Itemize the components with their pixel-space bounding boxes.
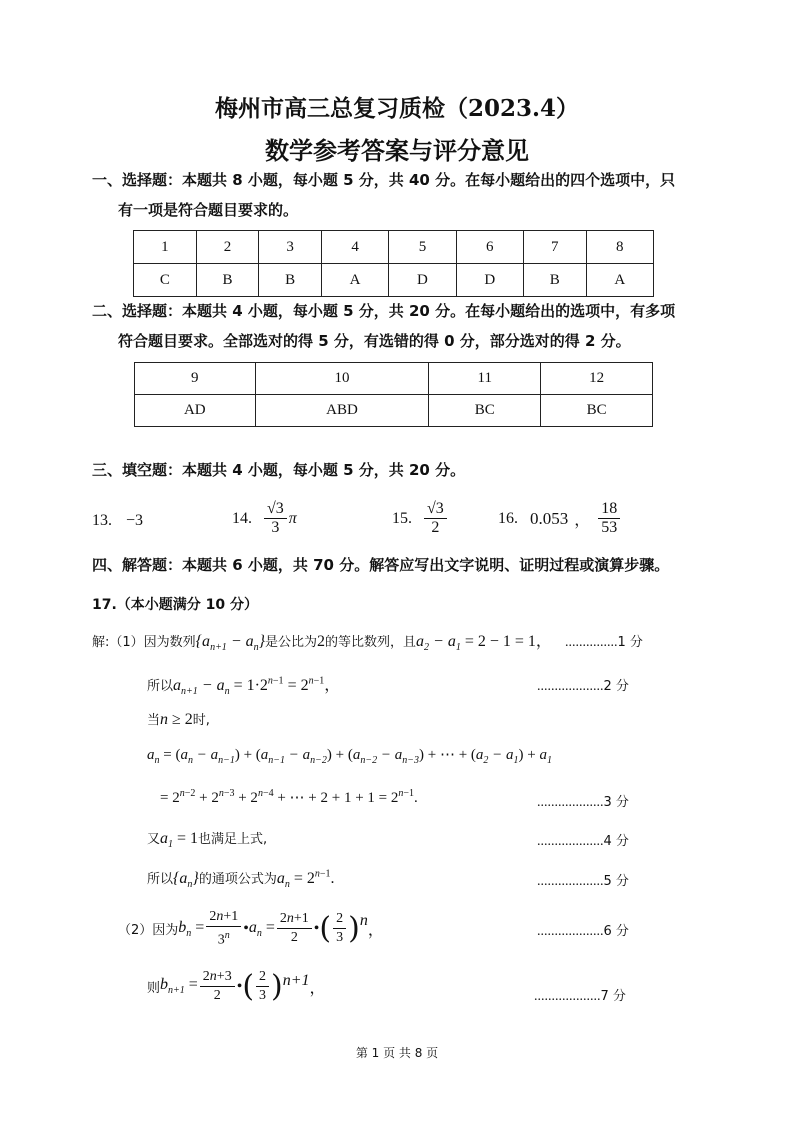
mc-answer-row [134, 264, 654, 297]
mc-answer-cell: A [321, 264, 388, 297]
q13-answer [92, 512, 143, 530]
q14-fraction [264, 500, 287, 537]
q13-label: 13. [92, 512, 112, 529]
solution-part1-prefix: 解:（1）因为数列 [92, 635, 196, 650]
multi-answer-cell: BC [541, 395, 653, 427]
mc-question-row [134, 231, 654, 264]
solution-line7-mid: 的通项公式为 [198, 872, 277, 887]
section1-text-line1: 一、选择题：本题共 8 小题，每小题 5 分，共 40 分。在每小题给出的四个选项中，只 [92, 171, 676, 189]
mc-question-cell: 4 [321, 231, 388, 264]
q15-numerator: √3 [424, 500, 447, 519]
mc-question-cell: 8 [586, 231, 653, 264]
solution-part2-prefix: （2）因为 [118, 923, 179, 939]
solution-line-7: 所以$\{a_n\}$的通项公式为$a_n = 2^{n-1}$. [147, 868, 335, 891]
q13-value: −3 [126, 512, 144, 529]
q15-label: 15. [392, 509, 412, 527]
mc-answer-cell: B [523, 264, 586, 297]
multi-question-cell: 10 [255, 363, 429, 395]
q16-label: 16. [498, 509, 518, 527]
score-2: ...................2 分 [537, 679, 629, 694]
q16-separator: ， [574, 512, 591, 529]
q15-denominator: 2 [431, 519, 440, 536]
score-5-label: 5 分 [603, 874, 629, 889]
score-3-label: 3 分 [603, 795, 629, 810]
mc-question-cell: 3 [259, 231, 322, 264]
q15-fraction [424, 500, 447, 537]
section3-text: 三、填空题：本题共 4 小题，每小题 5 分，共 20 分。 [92, 461, 466, 479]
mc-answer-cell: B [196, 264, 259, 297]
multi-answer-cell: BC [429, 395, 541, 427]
ratio-value: 2 [317, 633, 326, 650]
multi-question-row [135, 363, 653, 395]
q14-label: 14. [232, 509, 252, 527]
multi-answer-cell: ABD [255, 395, 429, 427]
page-footer: 第 1 页 共 8 页 [355, 1046, 439, 1060]
section4-text: 四、解答题：本题共 6 小题，共 70 分。解答应写出文字说明、证明过程或演算步骤。 [92, 556, 670, 574]
mc-answer-cell: D [456, 264, 523, 297]
mc-question-cell: 1 [134, 231, 197, 264]
solution-line-3: 当n ≥ 2时, [147, 711, 210, 728]
mc-question-cell: 5 [389, 231, 456, 264]
q16-numerator: 18 [598, 500, 620, 519]
solution-part1-mid: 是公比为 [265, 635, 318, 650]
score-7-label: 7 分 [600, 989, 626, 1004]
q16-answer [498, 500, 622, 537]
score-7: ...................7 分 [534, 989, 626, 1004]
document-title: 梅州市高三总复习质检（2023.4） [214, 95, 580, 122]
score-6-label: 6 分 [603, 924, 629, 939]
multi-answer-cell: AD [135, 395, 256, 427]
solution-line-5: = $2^{n-2} + 2^{n-3} + 2^{n-4}$ + ⋯ + $2 + 1 + 1 = 2^{n-1}$. [160, 788, 418, 806]
score-1-label: 1 分 [617, 635, 643, 650]
q14-answer [232, 500, 297, 537]
mc-question-cell: 2 [196, 231, 259, 264]
solution-part1-text2: 的等比数列，且 [325, 635, 417, 650]
score-5: ...................5 分 [537, 874, 629, 889]
section1-text-line2: 有一项是符合题目要求的。 [118, 201, 299, 219]
section2-text-line2: 符合题目要求。全部选对的得 5 分，有选错的得 0 分，部分选对的得 2 分。 [118, 332, 631, 350]
score-4: ...................4 分 [537, 834, 629, 849]
mc-answer-cell: C [134, 264, 197, 297]
multi-question-cell: 9 [135, 363, 256, 395]
solution-line-4: $a_n = (a_n - a_{n-1}) + (a_{n-1} - a_{n-2}) + (a_{n-2} - a_{n-3})$ + ⋯ + $(a_2 - a_1) + a_1$ [147, 747, 553, 766]
score-4-label: 4 分 [603, 834, 629, 849]
mc-answer-cell: A [586, 264, 653, 297]
q14-denominator: 3 [271, 519, 280, 536]
mc-question-cell: 7 [523, 231, 586, 264]
solution-line9-prefix: 则 [147, 981, 161, 996]
mc-answer-cell: B [259, 264, 322, 297]
solution-line-8: （2）因为 $b_n$ = $\frac{2n+1}{3^n}$ • $a_n$ = $\frac{2n+1}{2}$ • ( $\frac{2}{3}$ ) n ， [118, 909, 384, 948]
mc-answer-table [133, 230, 654, 297]
solution-line-6: 又$a_1 = 1$也满足上式, [147, 830, 268, 851]
solution-line-1: 解:（1）因为数列$\{a_{n+1} - a_n\}$是公比为2的等比数列，且$a_2 - a_1 = 2 - 1 = 1$， [92, 633, 552, 654]
solution-line2-prefix: 所以 [147, 679, 174, 694]
q14-pi: π [288, 509, 297, 527]
q17-title: 17.（本小题满分 10 分） [92, 597, 259, 613]
section2-text-line1: 二、选择题：本题共 4 小题，每小题 5 分，共 20 分。在每小题给出的选项中，有多项 [92, 302, 676, 320]
score-6: ...................6 分 [537, 924, 629, 939]
document-subtitle: 数学参考答案与评分意见 [265, 136, 529, 165]
solution-line3-suffix: 时, [192, 713, 210, 728]
score-3: ...................3 分 [537, 795, 629, 810]
solution-line-2: 所以$a_{n+1} - a_n = 1\cdot 2^{n-1} = 2^{n-1}$， [147, 675, 341, 698]
multi-question-cell: 11 [429, 363, 541, 395]
q16-fraction [598, 500, 620, 537]
solution-line3-prefix: 当 [147, 713, 161, 728]
q15-answer [392, 500, 449, 537]
solution-line6-suffix: 也满足上式, [198, 832, 268, 847]
solution-line6-prefix: 又 [147, 832, 161, 847]
score-1: ...............1 分 [565, 635, 643, 650]
multi-answer-table [134, 362, 653, 427]
q14-numerator: √3 [264, 500, 287, 519]
q16-value1: 0.053 [530, 508, 569, 528]
solution-line-9: 则 $b_{n+1}$ = $\frac{2n+3}{2}$ • ( $\frac{2}{3}$ ) n+1 ， [147, 969, 326, 1004]
q16-denominator: 53 [601, 519, 618, 536]
mc-question-cell: 6 [456, 231, 523, 264]
score-2-label: 2 分 [603, 679, 629, 694]
multi-answer-row [135, 395, 653, 427]
solution-line7-prefix: 所以 [147, 872, 174, 887]
mc-answer-cell: D [389, 264, 456, 297]
multi-question-cell: 12 [541, 363, 653, 395]
